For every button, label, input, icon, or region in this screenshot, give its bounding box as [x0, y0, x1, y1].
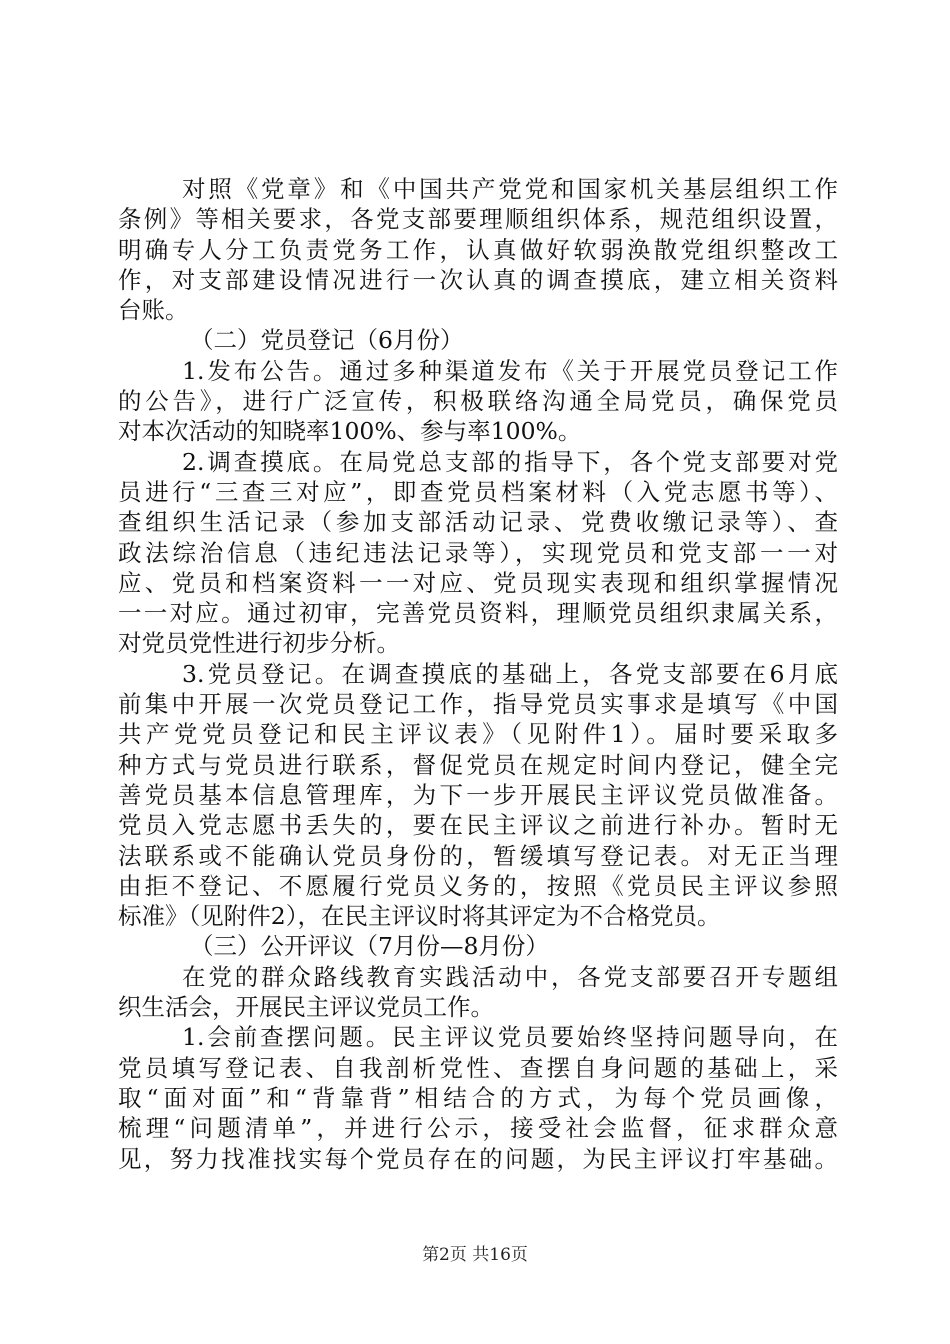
text-line: 1.发布公告。通过多种渠道发布《关于开展党员登记工作 [182, 356, 838, 385]
text-line: 种方式与党员进行联系，督促党员在规定时间内登记，健全完 [118, 750, 838, 779]
text-line: 见，努力找准找实每个党员存在的问题，为民主评议打牢基础。 [118, 1144, 838, 1173]
text-line: 善党员基本信息管理库，为下一步开展民主评议党员做准备。 [118, 780, 838, 809]
text-line: 的公告》，进行广泛宣传，积极联络沟通全局党员，确保党员 [118, 387, 838, 416]
text-line: 员进行“三查三对应”，即查党员档案材料（入党志愿书等）、 [118, 477, 838, 506]
text-line: 在党的群众路线教育实践活动中，各党支部要召开专题组 [182, 962, 838, 991]
text-line: 查组织生活记录（参加支部活动记录、党费收缴记录等）、查 [118, 508, 838, 537]
text-line: 由拒不登记、不愿履行党员义务的，按照《党员民主评议参照 [118, 871, 838, 900]
text-line: 作，对支部建设情况进行一次认真的调查摸底，建立相关资料 [118, 265, 838, 294]
text-line: 党员入党志愿书丢失的，要在民主评议之前进行补办。暂时无 [118, 811, 838, 840]
text-line: 明确专人分工负责党务工作，认真做好软弱涣散党组织整改工 [118, 235, 838, 264]
text-line: 政法综治信息（违纪违法记录等），实现党员和党支部一一对 [118, 538, 838, 567]
text-line: （三）公开评议（7月份—8月份） [190, 932, 549, 961]
text-line: 1.会前查摆问题。民主评议党员要始终坚持问题导向，在 [182, 1023, 838, 1052]
text-line: 取“面对面”和“背靠背”相结合的方式，为每个党员画像， [118, 1083, 838, 1112]
text-line: 应、党员和档案资料一一对应、党员现实表现和组织掌握情况 [118, 568, 838, 597]
text-line: 3.党员登记。在调查摸底的基础上，各党支部要在6月底 [182, 659, 838, 688]
text-line: （二）党员登记（6月份） [190, 326, 464, 355]
page-footer: 第2页 共16页 [422, 1245, 528, 1265]
text-line: 台账。 [118, 296, 189, 325]
text-line: 梳理“问题清单”，并进行公示，接受社会监督，征求群众意 [118, 1114, 838, 1143]
text-line: 织生活会，开展民主评议党员工作。 [118, 993, 494, 1022]
text-line: 2.调查摸底。在局党总支部的指导下，各个党支部要对党 [182, 447, 838, 476]
text-line: 对本次活动的知晓率100%、参与率100%。 [118, 417, 582, 446]
text-line: 对党员党性进行初步分析。 [118, 629, 400, 658]
text-line: 党员填写登记表、自我剖析党性、查摆自身问题的基础上，采 [118, 1053, 838, 1082]
text-line: 共产党党员登记和民主评议表》（见附件1）。届时要采取多 [118, 720, 838, 749]
text-line: 对照《党章》和《中国共产党党和国家机关基层组织工作 [182, 175, 838, 203]
text-line: 条例》等相关要求，各党支部要理顺组织体系，规范组织设置， [118, 205, 838, 234]
text-line: 法联系或不能确认党员身份的，暂缓填写登记表。对无正当理 [118, 841, 838, 870]
text-line: 前集中开展一次党员登记工作，指导党员实事求是填写《中国 [118, 690, 838, 719]
document-body [118, 174, 838, 1174]
text-line: 一一对应。通过初审，完善党员资料，理顺党员组织隶属关系， [118, 599, 838, 628]
text-line: 标准》（见附件2），在民主评议时将其评定为不合格党员。 [118, 902, 721, 931]
